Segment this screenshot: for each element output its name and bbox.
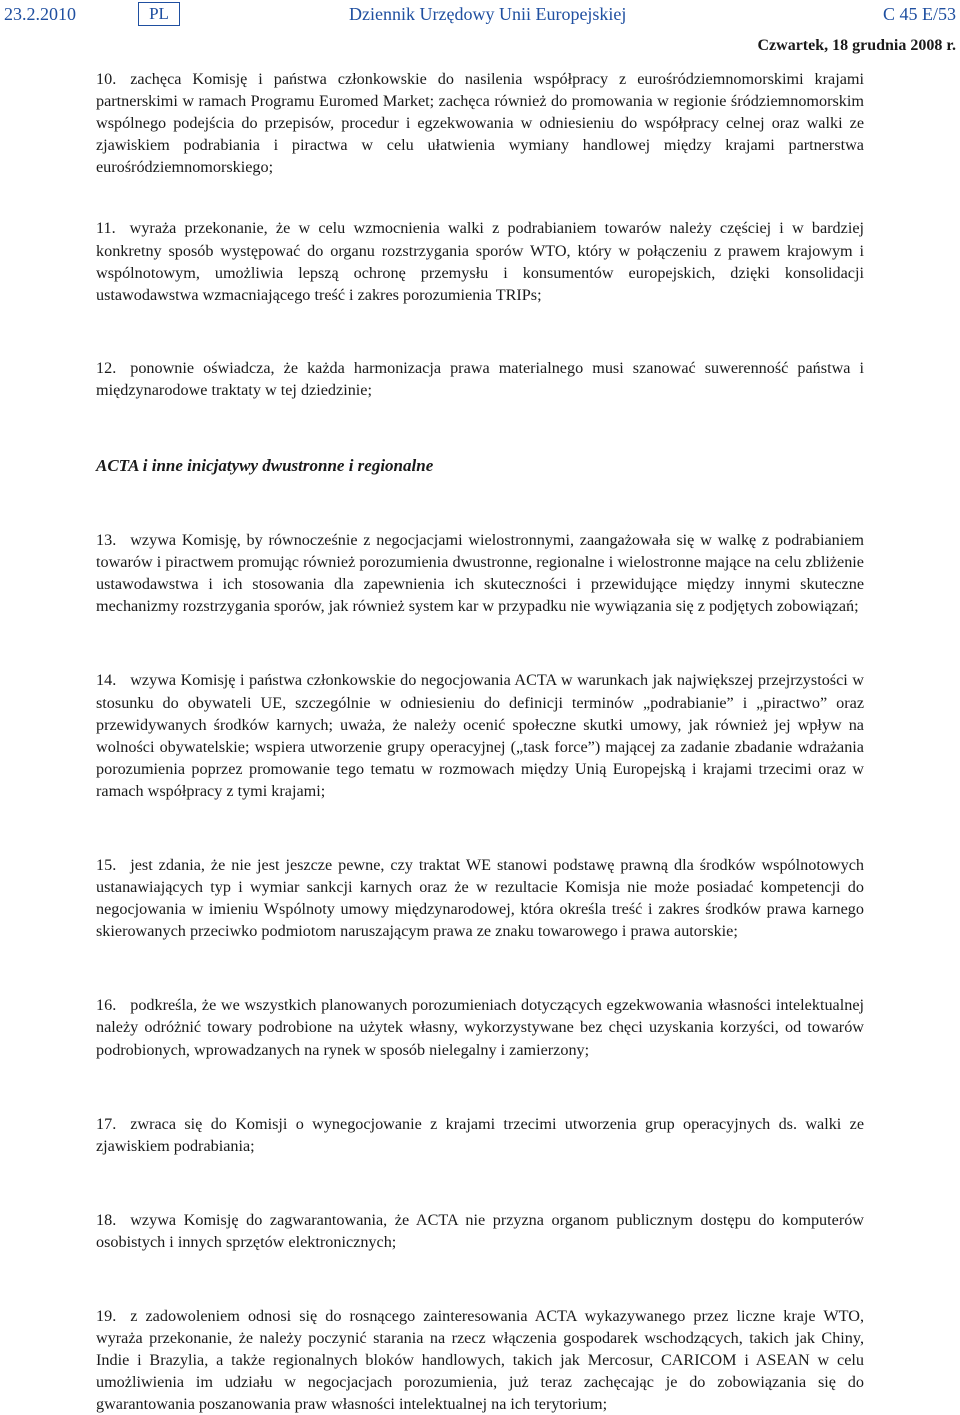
journal-title: Dziennik Urzędowy Unii Europejskiej: [349, 4, 627, 24]
paragraph-text: wzywa Komisję i państwa członkowskie do negocjowania ACTA w warunkach jak największej przejrzystości w stosunku do obywateli UE, szczególnie w odniesieniu do definicji terminów „podrabianie” i „piractwo” oraz przewidywanych środków karnych; uważa, że należy ocenić społeczne skutki umowy, jak również jej wpływ na wolności obywatelskie; wspiera utworzenie grupy operacyjnej („task force”) mającej za zadanie zbadanie wdrażania porozumienia poprzez promowanie tego tematu w rozmowach między Unią Europejską i krajami trzecimi oraz w ramach współpracy z tymi krajami;: [96, 671, 864, 800]
paragraph-number: 16.: [96, 996, 117, 1015]
session-date: Czwartek, 18 grudnia 2008 r.: [757, 37, 956, 54]
paragraph-11: [96, 217, 864, 305]
page-reference: C 45 E/53: [882, 4, 956, 24]
paragraph-number: 14.: [96, 671, 117, 690]
paragraph-13: [96, 529, 864, 617]
paragraph-text: jest zdania, że nie jest jeszcze pewne, czy traktat WE stanowi podstawę prawną dla środków wspólnotowych ustanawiających typ i wymiar sankcji karnych oraz że w rezultacie Komisja nie może posiadać kompetencji do negocjowania w imieniu Wspólnoty umowy międzynarodowej, która określa treść i zakres środków prawa karnego skierowanych przeciwko podmiotom naruszającym prawa ze znaku towarowego i prawa autorskie;: [96, 855, 864, 941]
paragraph-16: [96, 994, 864, 1060]
paragraph-text: z zadowoleniem odnosi się do rosnącego zainteresowania ACTA wykazywanego przez liczne kraje WTO, wyraża przekonanie, że należy poczynić starania na rzecz włączenia gospodarek wschodzących, takich jak Chiny, Indie i Brazylia, a także regionalnych bloków handlowych, takich jak Mercosur, CARICOM i ASEAN w celu umożliwienia im udziału w negocjacjach porozumienia, już teraz zachęcając je do zobowiązania się do gwarantowania poszanowania praw własności intelektualnej na ich terytorium;: [96, 1307, 864, 1414]
paragraph-18: [96, 1209, 864, 1253]
paragraph-number: 15.: [96, 855, 117, 874]
publication-date: 23.2.2010: [4, 4, 76, 24]
paragraph-17: [96, 1113, 864, 1157]
paragraph-number: 19.: [96, 1307, 117, 1325]
paragraph-text: wyraża przekonanie, że w celu wzmocnienia walki z podrabianiem towarów należy częściej i w bardziej konkretny sposób występować do organu rozstrzygania sporów WTO, który w połączeniu z prawem krajowym i wspólnotowym, umożliwia lepszą ochronę przemysłu i konsumentów europejskich, dzięki konsolidacji ustawodawstwa wzmacniającego treść i zakres porozumienia TRIPs;: [96, 219, 864, 304]
paragraph-text: zachęca Komisję i państwa członkowskie do nasilenia współpracy z eurośródziemnomorskimi krajami partnerskimi w ramach Programu Euromed Market; zachęca również do promowania w regionie śródziemnomorskim wspólnego podejścia do przepisów, procedur i egzekwowania w odniesieniu do współpracy celnej oraz walki ze zjawiskiem podrabiania i piractwa w celu ułatwienia wymiany handlowej między krajami partnerstwa eurośródziemnomorskiego;: [96, 70, 864, 177]
paragraph-14: [96, 669, 864, 802]
paragraph-10: [96, 68, 864, 178]
paragraph-text: podkreśla, że we wszystkich planowanych porozumieniach dotyczących egzekwowania własności intelektualnej należy odróżnić towary podrobione na użytek własny, wykorzystywane bez chęci uzyskania korzyści, od towarów podrobionych, wprowadzanych na rynek w sposób nielegalny i zamierzony;: [96, 996, 864, 1059]
paragraph-number: 12.: [96, 358, 117, 377]
section-heading: ACTA i inne inicjatywy dwustronne i regionalne: [96, 456, 434, 476]
paragraph-text: wzywa Komisję, by równocześnie z negocjacjami wielostronnymi, zaangażowała się w walkę z podrabianiem towarów i piractwem promując również porozumienia dwustronne, regionalne i wielostronne mające na celu zbliżenie ustawodawstwa i ich stosowania dla zapewnienia ich skuteczności i przewidujące między innymi skuteczne mechanizmy rozstrzygania sporów, jak również system kar w przypadku nie wywiązania się z podjętych zobowiązań;: [96, 531, 864, 616]
document-body: [96, 68, 864, 1415]
paragraph-number: 10.: [96, 70, 117, 88]
paragraph-15: [96, 854, 864, 942]
paragraph-text: zwraca się do Komisji o wynegocjowanie z krajami trzecimi utworzenia grup operacyjnych ds. walki ze zjawiskiem podrabiania;: [96, 1114, 864, 1155]
paragraph-12: [96, 357, 864, 401]
paragraph-text: ponownie oświadcza, że każda harmonizacja prawa materialnego musi szanować suwerenność państwa i międzynarodowe traktaty w tej dziedzinie;: [96, 358, 864, 399]
language-badge: PL: [138, 2, 180, 26]
paragraph-number: 17.: [96, 1114, 117, 1133]
paragraph-number: 18.: [96, 1210, 117, 1229]
paragraph-number: 13.: [96, 531, 117, 550]
paragraph-19: [96, 1305, 864, 1415]
paragraph-text: wzywa Komisję do zagwarantowania, że ACTA nie przyzna organom publicznym dostępu do komputerów osobistych i innych sprzętów elektronicznych;: [96, 1210, 864, 1251]
paragraph-number: 11.: [96, 219, 116, 238]
page-header: [4, 4, 956, 28]
